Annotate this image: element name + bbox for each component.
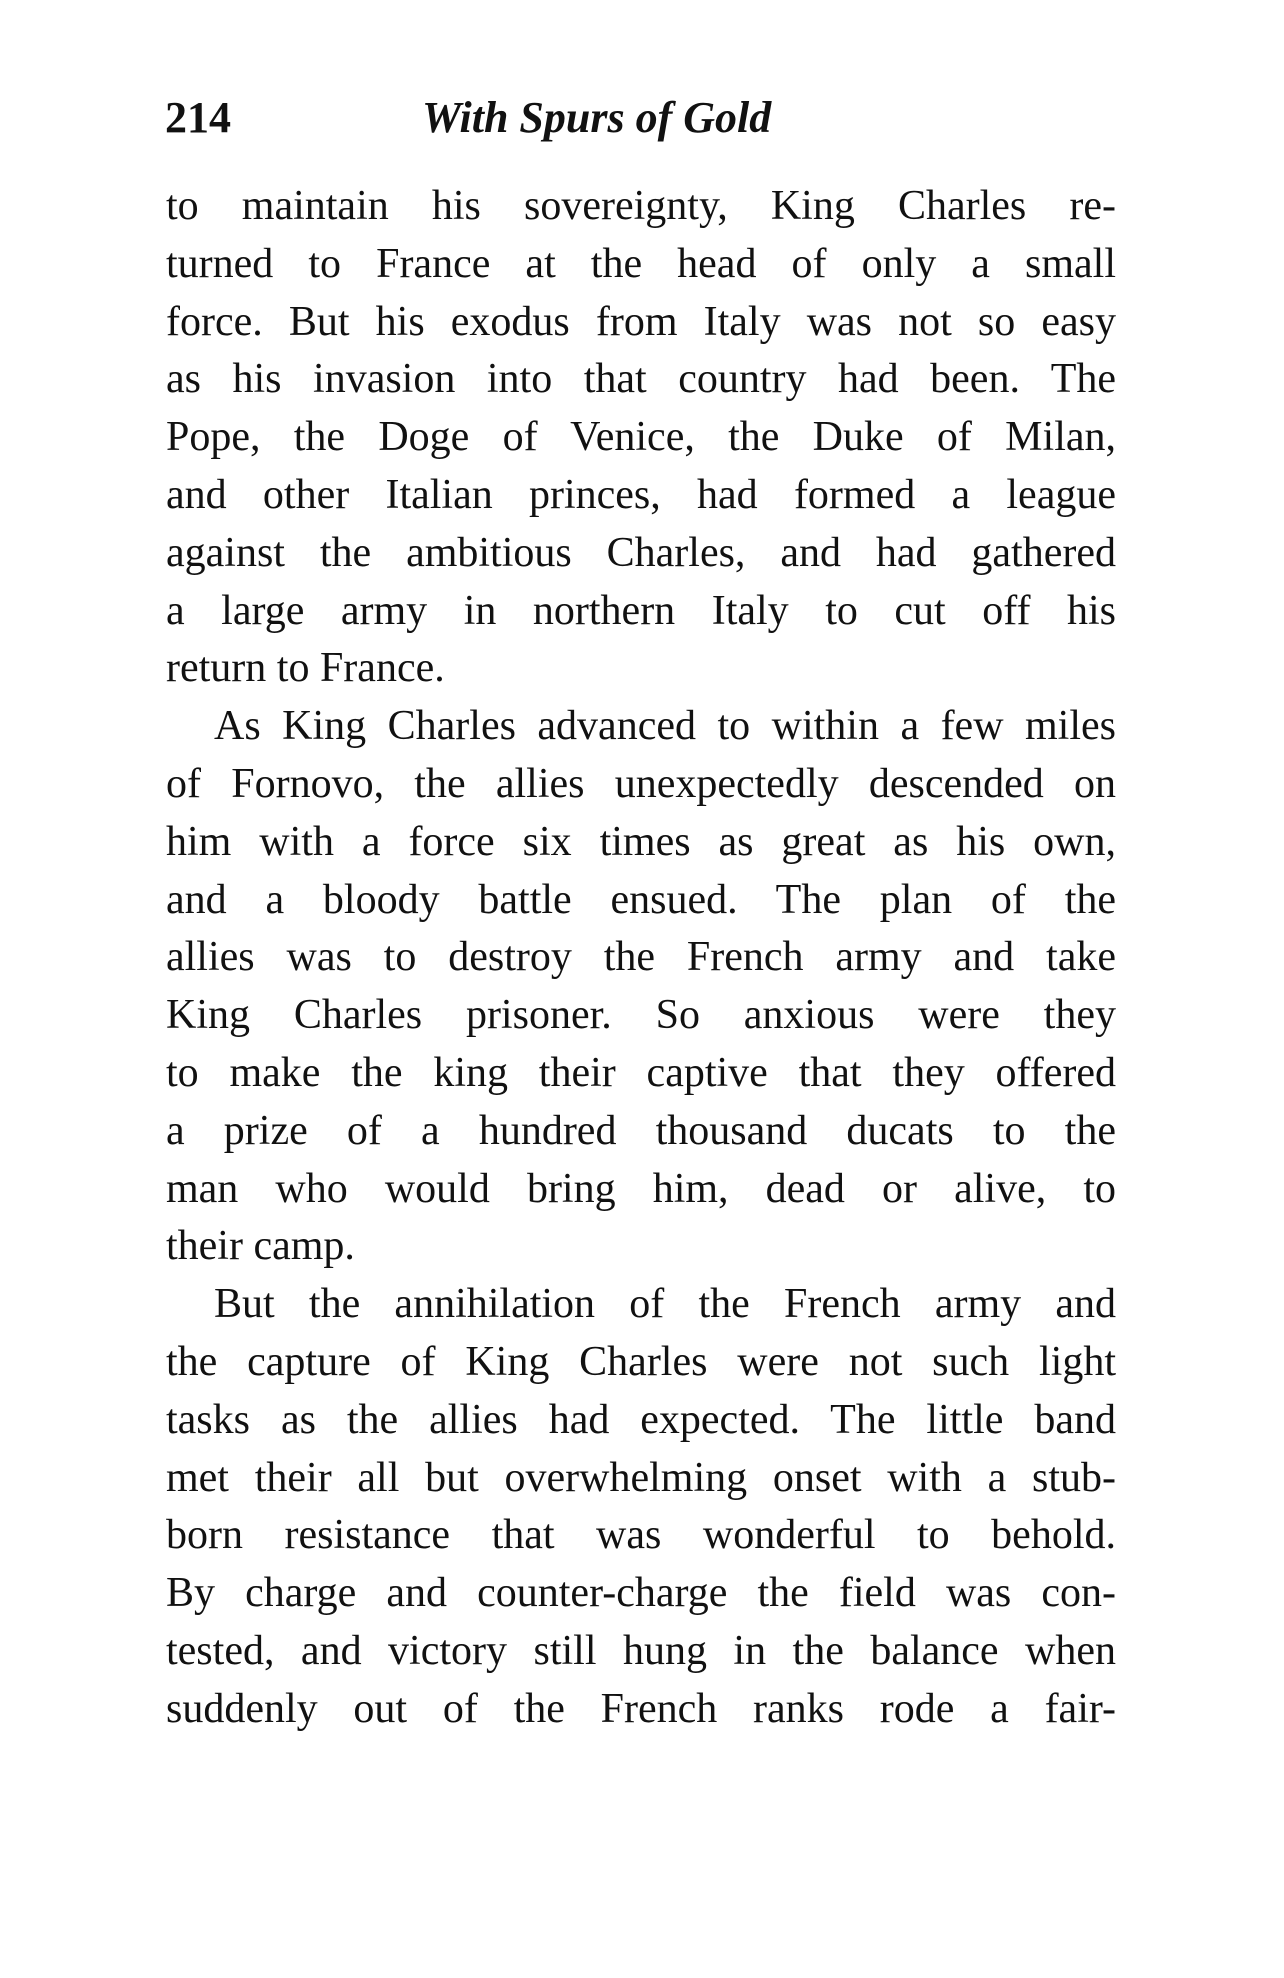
- text-line: born resistance that was wonderful to behold.: [166, 1512, 1116, 1559]
- text-line: force. But his exodus from Italy was not so easy: [166, 298, 1116, 345]
- text-line: As King Charles advanced to within a few miles: [214, 703, 1116, 750]
- text-line: him with a force six times as great as his own,: [166, 818, 1116, 865]
- text-line: King Charles prisoner. So anxious were they: [166, 992, 1116, 1039]
- text-line: their camp.: [166, 1223, 355, 1270]
- text-line: allies was to destroy the French army and take: [166, 934, 1116, 981]
- text-line: and a bloody battle ensued. The plan of the: [166, 876, 1116, 923]
- page-number: 214: [165, 93, 231, 142]
- text-line: a large army in northern Italy to cut off his: [166, 587, 1116, 634]
- text-line: tested, and victory still hung in the balance when: [166, 1627, 1116, 1674]
- text-line: against the ambitious Charles, and had gathered: [166, 529, 1116, 576]
- text-line: By charge and counter-charge the field was con-: [166, 1570, 1116, 1617]
- body-text: [166, 178, 1116, 1739]
- text-line: met their all but overwhelming onset with a stub-: [166, 1454, 1116, 1501]
- text-line: But the annihilation of the French army and: [214, 1281, 1116, 1328]
- text-line: return to France.: [166, 645, 445, 692]
- text-line: turned to France at the head of only a small: [166, 240, 1116, 287]
- text-line: to make the king their captive that they offered: [166, 1049, 1116, 1096]
- text-line: the capture of King Charles were not such light: [166, 1338, 1116, 1385]
- text-line: a prize of a hundred thousand ducats to the: [166, 1107, 1116, 1154]
- text-line: suddenly out of the French ranks rode a fair-: [166, 1685, 1116, 1732]
- text-line: and other Italian princes, had formed a league: [166, 471, 1116, 518]
- running-title: With Spurs of Gold: [422, 93, 772, 142]
- text-line: tasks as the allies had expected. The little band: [166, 1396, 1116, 1443]
- text-line: man who would bring him, dead or alive, to: [166, 1165, 1116, 1212]
- text-line: to maintain his sovereignty, King Charles re-: [166, 183, 1116, 229]
- running-head: [165, 88, 1125, 148]
- text-line: of Fornovo, the allies unexpectedly descended on: [166, 760, 1116, 807]
- text-line: Pope, the Doge of Venice, the Duke of Milan,: [166, 414, 1116, 461]
- text-line: as his invasion into that country had been. The: [166, 356, 1116, 403]
